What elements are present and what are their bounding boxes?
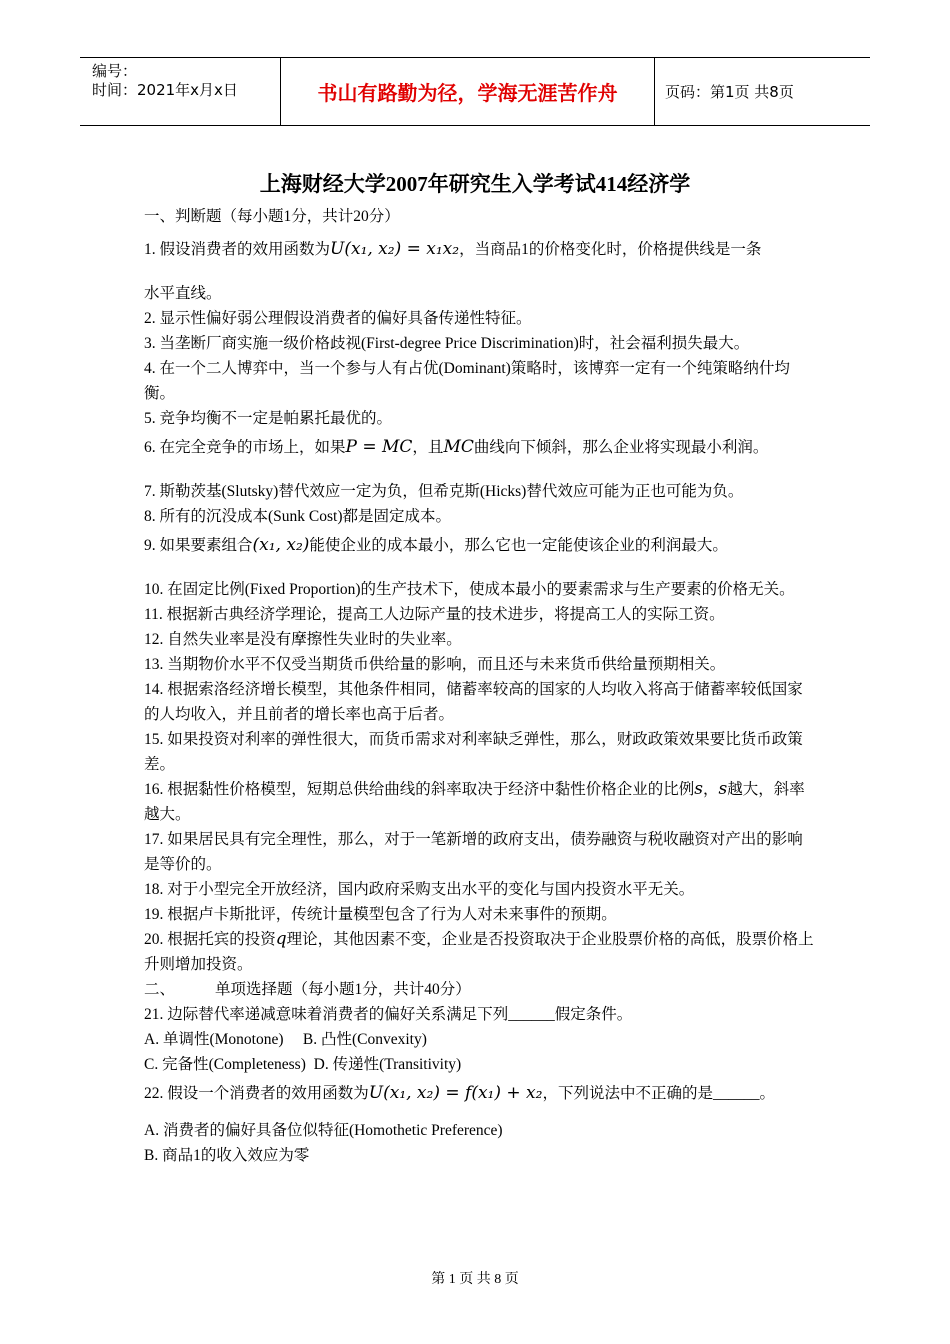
document-title: 上海财经大学2007年研究生入学考试414经济学 <box>259 172 691 196</box>
question-21-options-cd: C. 完备性(Completeness) D. 传递性(Transitivity) <box>144 1056 462 1073</box>
header-meta <box>80 58 281 125</box>
question-5: 5. 竞争均衡不一定是帕累托最优的。 <box>144 410 393 427</box>
question-12: 12. 自然失业率是没有摩擦性失业时的失业率。 <box>144 631 462 648</box>
formula: U(x₁, x₂) = f(x₁) + x₂ <box>368 1083 543 1103</box>
question-15: 15. 如果投资对利率的弹性很大，而货币需求对利率缺乏弹性，那么，财政政策效果要比货币政策差。 <box>144 731 803 773</box>
question-9: 9. 如果要素组合(x₁, x₂)能使企业的成本最小，那么它也一定能使该企业的利润最大。 <box>144 535 728 555</box>
question-21-options-ab: A. 单调性(Monotone) B. 凸性(Convexity) <box>144 1031 427 1048</box>
formula: s <box>718 779 728 799</box>
question-22-option-a: A. 消费者的偏好具备位似特征(Homothetic Preference) <box>144 1122 503 1139</box>
section-heading-2: 二、 单项选择题（每小题1分，共计40分） <box>144 981 471 998</box>
question-20: 20. 根据托宾的投资q理论，其他因素不变，企业是否投资取决于企业股票价格的高低，股票价格上升则增加投资。 <box>144 929 814 973</box>
question-22-option-b: B. 商品1的收入效应为零 <box>144 1147 310 1164</box>
question-16: 16. 根据黏性价格模型，短期总供给曲线的斜率取决于经济中黏性价格企业的比例s，s越大，斜率越大。 <box>144 779 805 823</box>
question-11: 11. 根据新古典经济学理论，提高工人边际产量的技术进步，将提高工人的实际工资。 <box>144 606 725 623</box>
question-2: 2. 显示性偏好弱公理假设消费者的偏好具备传递性特征。 <box>144 310 532 327</box>
page-footer: 第 1 页 共 8 页 <box>431 1272 519 1287</box>
header-page-info: 页码：第1页 共8页 <box>665 83 794 101</box>
question-14: 14. 根据索洛经济增长模型，其他条件相同，储蓄率较高的国家的人均收入将高于储蓄率较低国家的人均收入，并且前者的增长率也高于后者。 <box>144 681 803 723</box>
time-label: 时间：2021年x月x日 <box>92 81 238 99</box>
question-18: 18. 对于小型完全开放经济，国内政府采购支出水平的变化与国内投资水平无关。 <box>144 881 695 898</box>
question-1-cont: 水平直线。 <box>144 285 222 302</box>
question-7: 7. 斯勒茨基(Slutsky)替代效应一定为负，但希克斯(Hicks)替代效应可能为正也可能为负。 <box>144 483 744 500</box>
document-body <box>144 204 814 1168</box>
formula: q <box>275 929 287 949</box>
question-13: 13. 当期物价水平不仅受当期货币供给量的影响，而且还与未来货币供给量预期相关。 <box>144 656 726 673</box>
number-label: 编号： <box>92 62 138 80</box>
question-8: 8. 所有的沉没成本(Sunk Cost)都是固定成本。 <box>144 508 451 525</box>
question-6: 6. 在完全竞争的市场上，如果P = MC，且MC曲线向下倾斜，那么企业将实现最小利润。 <box>144 437 769 457</box>
question-4: 4. 在一个二人博弈中，当一个参与人有占优(Dominant)策略时，该博弈一定有一个纯策略纳什均衡。 <box>144 360 790 402</box>
question-1: 1. 假设消费者的效用函数为U(x₁, x₂) = x₁x₂，当商品1的价格变化时，价格提供线是一条 <box>144 239 762 259</box>
question-21: 21. 边际替代率递减意味着消费者的偏好关系满足下列______假定条件。 <box>144 1006 633 1023</box>
formula: s <box>694 779 703 799</box>
formula: MC <box>443 437 474 457</box>
question-17: 17. 如果居民具有完全理性，那么，对于一笔新增的政府支出，债券融资与税收融资对产出的影响是等价的。 <box>144 831 803 873</box>
header-motto: 书山有路勤为径，学海无涯苦作舟 <box>281 58 655 125</box>
question-22: 22. 假设一个消费者的效用函数为U(x₁, x₂) = f(x₁) + x₂，下列说法中不正确的是______。 <box>144 1083 775 1103</box>
question-19: 19. 根据卢卡斯批评，传统计量模型包含了行为人对未来事件的预期。 <box>144 906 617 923</box>
question-10: 10. 在固定比例(Fixed Proportion)的生产技术下，使成本最小的要素需求与生产要素的价格无关。 <box>144 581 795 598</box>
formula: U(x₁, x₂) = x₁x₂ <box>330 239 460 259</box>
question-3: 3. 当垄断厂商实施一级价格歧视(First-degree Price Discrimination)时，社会福利损失最大。 <box>144 335 750 352</box>
page-header <box>80 57 870 126</box>
formula: P = MC <box>345 437 413 457</box>
section-heading: 一、判断题（每小题1分，共计20分） <box>144 208 400 225</box>
formula: (x₁, x₂) <box>252 535 310 555</box>
